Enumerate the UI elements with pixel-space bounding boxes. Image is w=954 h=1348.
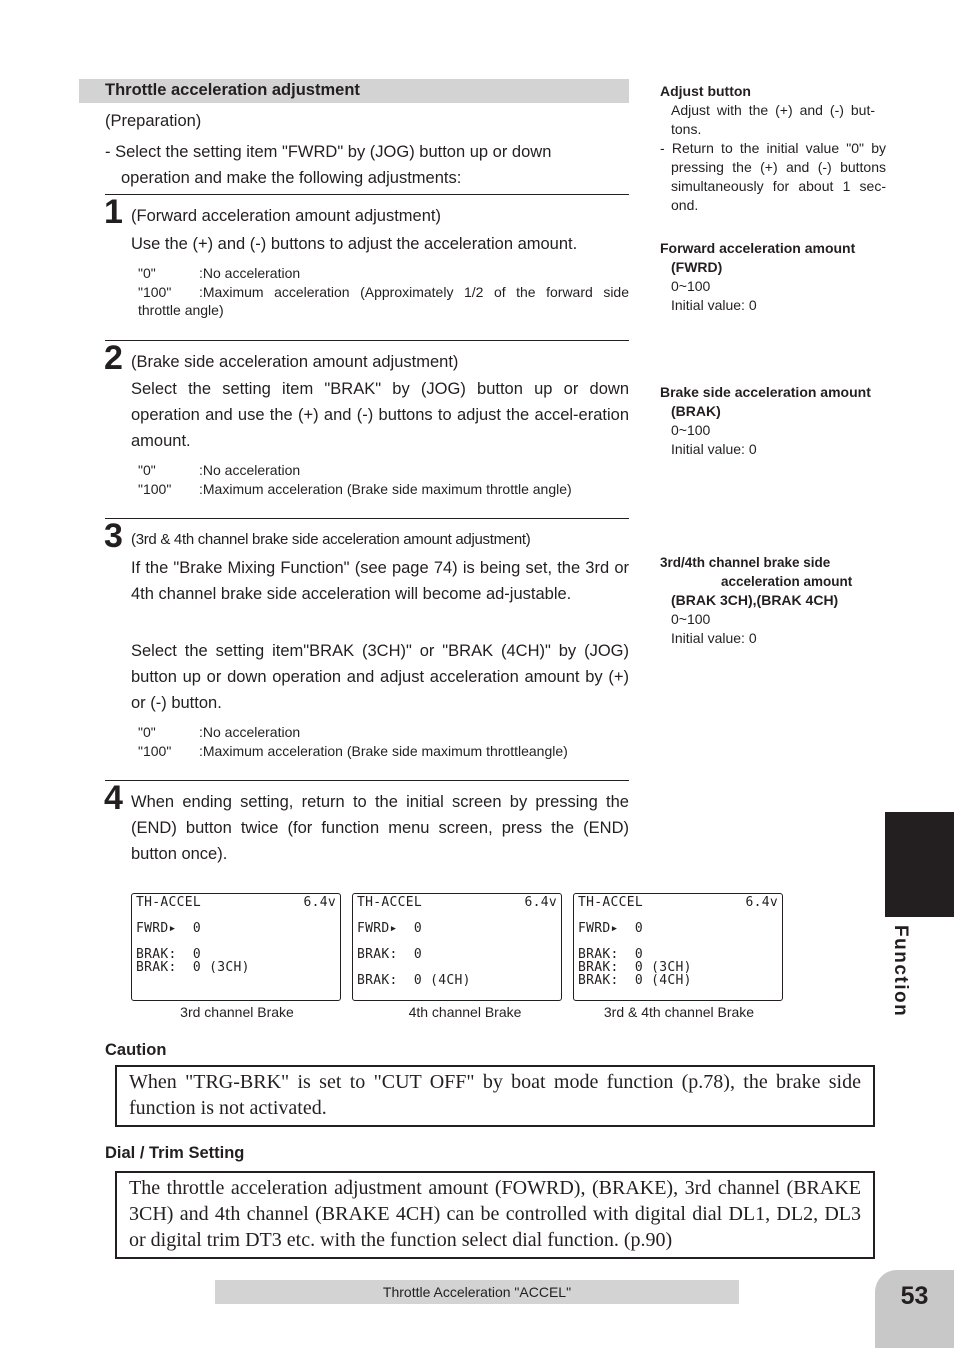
lcd-line: BRAK: 0 (3CH) — [136, 960, 250, 975]
channel-code: (BRAK 3CH),(BRAK 4CH) — [671, 592, 839, 608]
step-3-values — [138, 723, 629, 760]
lcd-line: BRAK: 0 (4CH) — [357, 973, 471, 988]
sidebar-fwrd-note — [660, 239, 880, 315]
lcd-line: FWRD▸ 0 — [578, 921, 644, 936]
section-title: Throttle acceleration adjustment — [105, 81, 360, 99]
brak-title: Brake side acceleration amount — [660, 384, 871, 400]
step-3-text-2: Select the setting item"BRAK (3CH)" or "BRAK (4CH)" by (JOG) button up or down operation and adjust acceleration amount by (+) or (-) button. — [131, 642, 629, 712]
value-desc: :Maximum acceleration (Brake side maximum throttle angle) — [199, 480, 572, 497]
footer-bar — [215, 1280, 739, 1304]
lcd-caption-3ch-4ch: 3rd & 4th channel Brake — [603, 1004, 755, 1020]
step-2-number: 2 — [104, 339, 123, 377]
lcd-line: BRAK: 0 (4CH) — [578, 973, 692, 988]
channel-title-2: acceleration amount — [721, 574, 853, 589]
step-2-text: Select the setting item "BRAK" by (JOG) button up or down operation and use the (+) and (-) buttons to adjust the accel-eration amount. — [131, 380, 629, 450]
sidebar-adjust-note — [660, 82, 886, 215]
caution-box — [115, 1065, 875, 1127]
step-1-heading: (Forward acceleration amount adjustment) — [131, 207, 441, 225]
lcd-title-line — [136, 896, 336, 909]
lcd-line: FWRD▸ 0 — [357, 921, 423, 936]
step-3-heading: (3rd & 4th channel brake side acceleration amount adjustment) — [131, 531, 531, 548]
fwrd-title: Forward acceleration amount — [660, 240, 856, 256]
step-1-values — [138, 264, 629, 320]
lcd-line: FWRD▸ 0 — [136, 921, 202, 936]
value-desc: :Maximum acceleration (Approximately 1/2 of the forward side — [199, 283, 629, 300]
value-desc-cont: throttle angle) — [138, 302, 224, 318]
sidebar-channel-note — [660, 553, 880, 648]
dial-box — [115, 1171, 875, 1259]
value-key: "0" — [138, 265, 156, 281]
lcd-line: BRAK: 0 — [136, 947, 202, 962]
caution-text: When "TRG-BRK" is set to "CUT OFF" by boat mode function (p.78), the brake side function is not activated. — [129, 1071, 861, 1119]
preparation-label: (Preparation) — [105, 112, 202, 130]
lcd-title: TH-ACCEL — [357, 895, 423, 910]
value-key: "100" — [138, 283, 172, 300]
step-2-divider — [105, 340, 629, 341]
step-4-text: When ending setting, return to the initial screen by pressing the (END) button twice (for function menu screen, press the (END) button once). — [131, 793, 629, 863]
lcd-screen-3ch-4ch — [573, 893, 783, 1001]
sidebar-brak-note — [660, 383, 880, 459]
intro-line-2: operation and make the following adjustments: — [121, 169, 462, 187]
lcd-title-line — [578, 896, 778, 909]
footer-label: Throttle Acceleration "ACCEL" — [382, 1284, 572, 1300]
section-header-bar — [79, 79, 629, 103]
step-2-heading: (Brake side acceleration amount adjustment) — [131, 353, 459, 371]
lcd-title-line — [357, 896, 557, 909]
lcd-voltage: 6.4v — [745, 895, 778, 910]
lcd-voltage: 6.4v — [303, 895, 336, 910]
page-number: 53 — [900, 1282, 929, 1310]
dial-text: The throttle acceleration adjustment amount (FOWRD), (BRAKE), 3rd channel (BRAKE 3CH) and 4th channel (BRAKE 4CH) can be controlled with digital dial DL1, DL2, DL3 or digital trim DT3 etc. with the function select dial function. (p.90) — [129, 1177, 861, 1251]
value-key: "0" — [138, 724, 156, 740]
lcd-screen-4ch — [352, 893, 562, 1001]
caution-heading: Caution — [105, 1041, 167, 1059]
step-1-divider — [105, 194, 629, 195]
step-3-number: 3 — [104, 517, 123, 555]
value-desc: :No acceleration — [199, 265, 301, 281]
adjust-title: Adjust button — [660, 83, 751, 99]
adjust-line-1: Adjust with the (+) and (-) but-tons. — [671, 102, 875, 137]
value-desc: :Maximum acceleration (Brake side maximum throttleangle) — [199, 742, 568, 759]
step-1-text: Use the (+) and (-) buttons to adjust the acceleration amount. — [131, 235, 578, 253]
lcd-line: BRAK: 0 — [357, 947, 423, 962]
brak-code: (BRAK) — [671, 403, 721, 419]
lcd-line: BRAK: 0 — [578, 947, 644, 962]
value-desc: :No acceleration — [199, 724, 301, 740]
value-key: "100" — [138, 480, 172, 497]
brak-range: 0~100 — [671, 422, 711, 438]
step-3-divider — [105, 518, 629, 519]
value-key: "100" — [138, 742, 172, 759]
step-1-number: 1 — [104, 193, 123, 231]
section-tab-marker — [885, 812, 954, 917]
fwrd-range: 0~100 — [671, 278, 711, 294]
lcd-voltage: 6.4v — [524, 895, 557, 910]
channel-initial: Initial value: 0 — [671, 630, 757, 646]
intro-line-1: - Select the setting item "FWRD" by (JOG) button up or down — [105, 143, 552, 161]
brak-initial: Initial value: 0 — [671, 441, 757, 457]
lcd-title: TH-ACCEL — [578, 895, 644, 910]
value-key: "0" — [138, 462, 156, 478]
lcd-caption-3ch: 3rd channel Brake — [180, 1004, 294, 1020]
channel-range: 0~100 — [671, 611, 711, 627]
lcd-title: TH-ACCEL — [136, 895, 202, 910]
fwrd-code: (FWRD) — [671, 259, 723, 275]
step-3-text: If the "Brake Mixing Function" (see page 74) is being set, the 3rd or 4th channel brake side acceleration will become ad-justable. — [131, 559, 629, 603]
lcd-line: BRAK: 0 (3CH) — [578, 960, 692, 975]
value-desc: :No acceleration — [199, 462, 301, 478]
page-number-tab — [875, 1270, 954, 1348]
channel-title-1: 3rd/4th channel brake side — [660, 555, 831, 570]
lcd-caption-4ch: 4th channel Brake — [408, 1004, 522, 1020]
step-4-divider — [105, 780, 629, 781]
fwrd-initial: Initial value: 0 — [671, 297, 757, 313]
adjust-line-2: - Return to the initial value "0" by pressing the (+) and (-) buttons simultaneously for about 1 sec-ond. — [660, 140, 886, 213]
step-2-values — [138, 461, 629, 498]
step-4-number: 4 — [104, 779, 123, 817]
section-tab-label: Function — [890, 925, 911, 1018]
lcd-screen-3ch — [131, 893, 341, 1001]
dial-heading: Dial / Trim Setting — [105, 1144, 245, 1162]
